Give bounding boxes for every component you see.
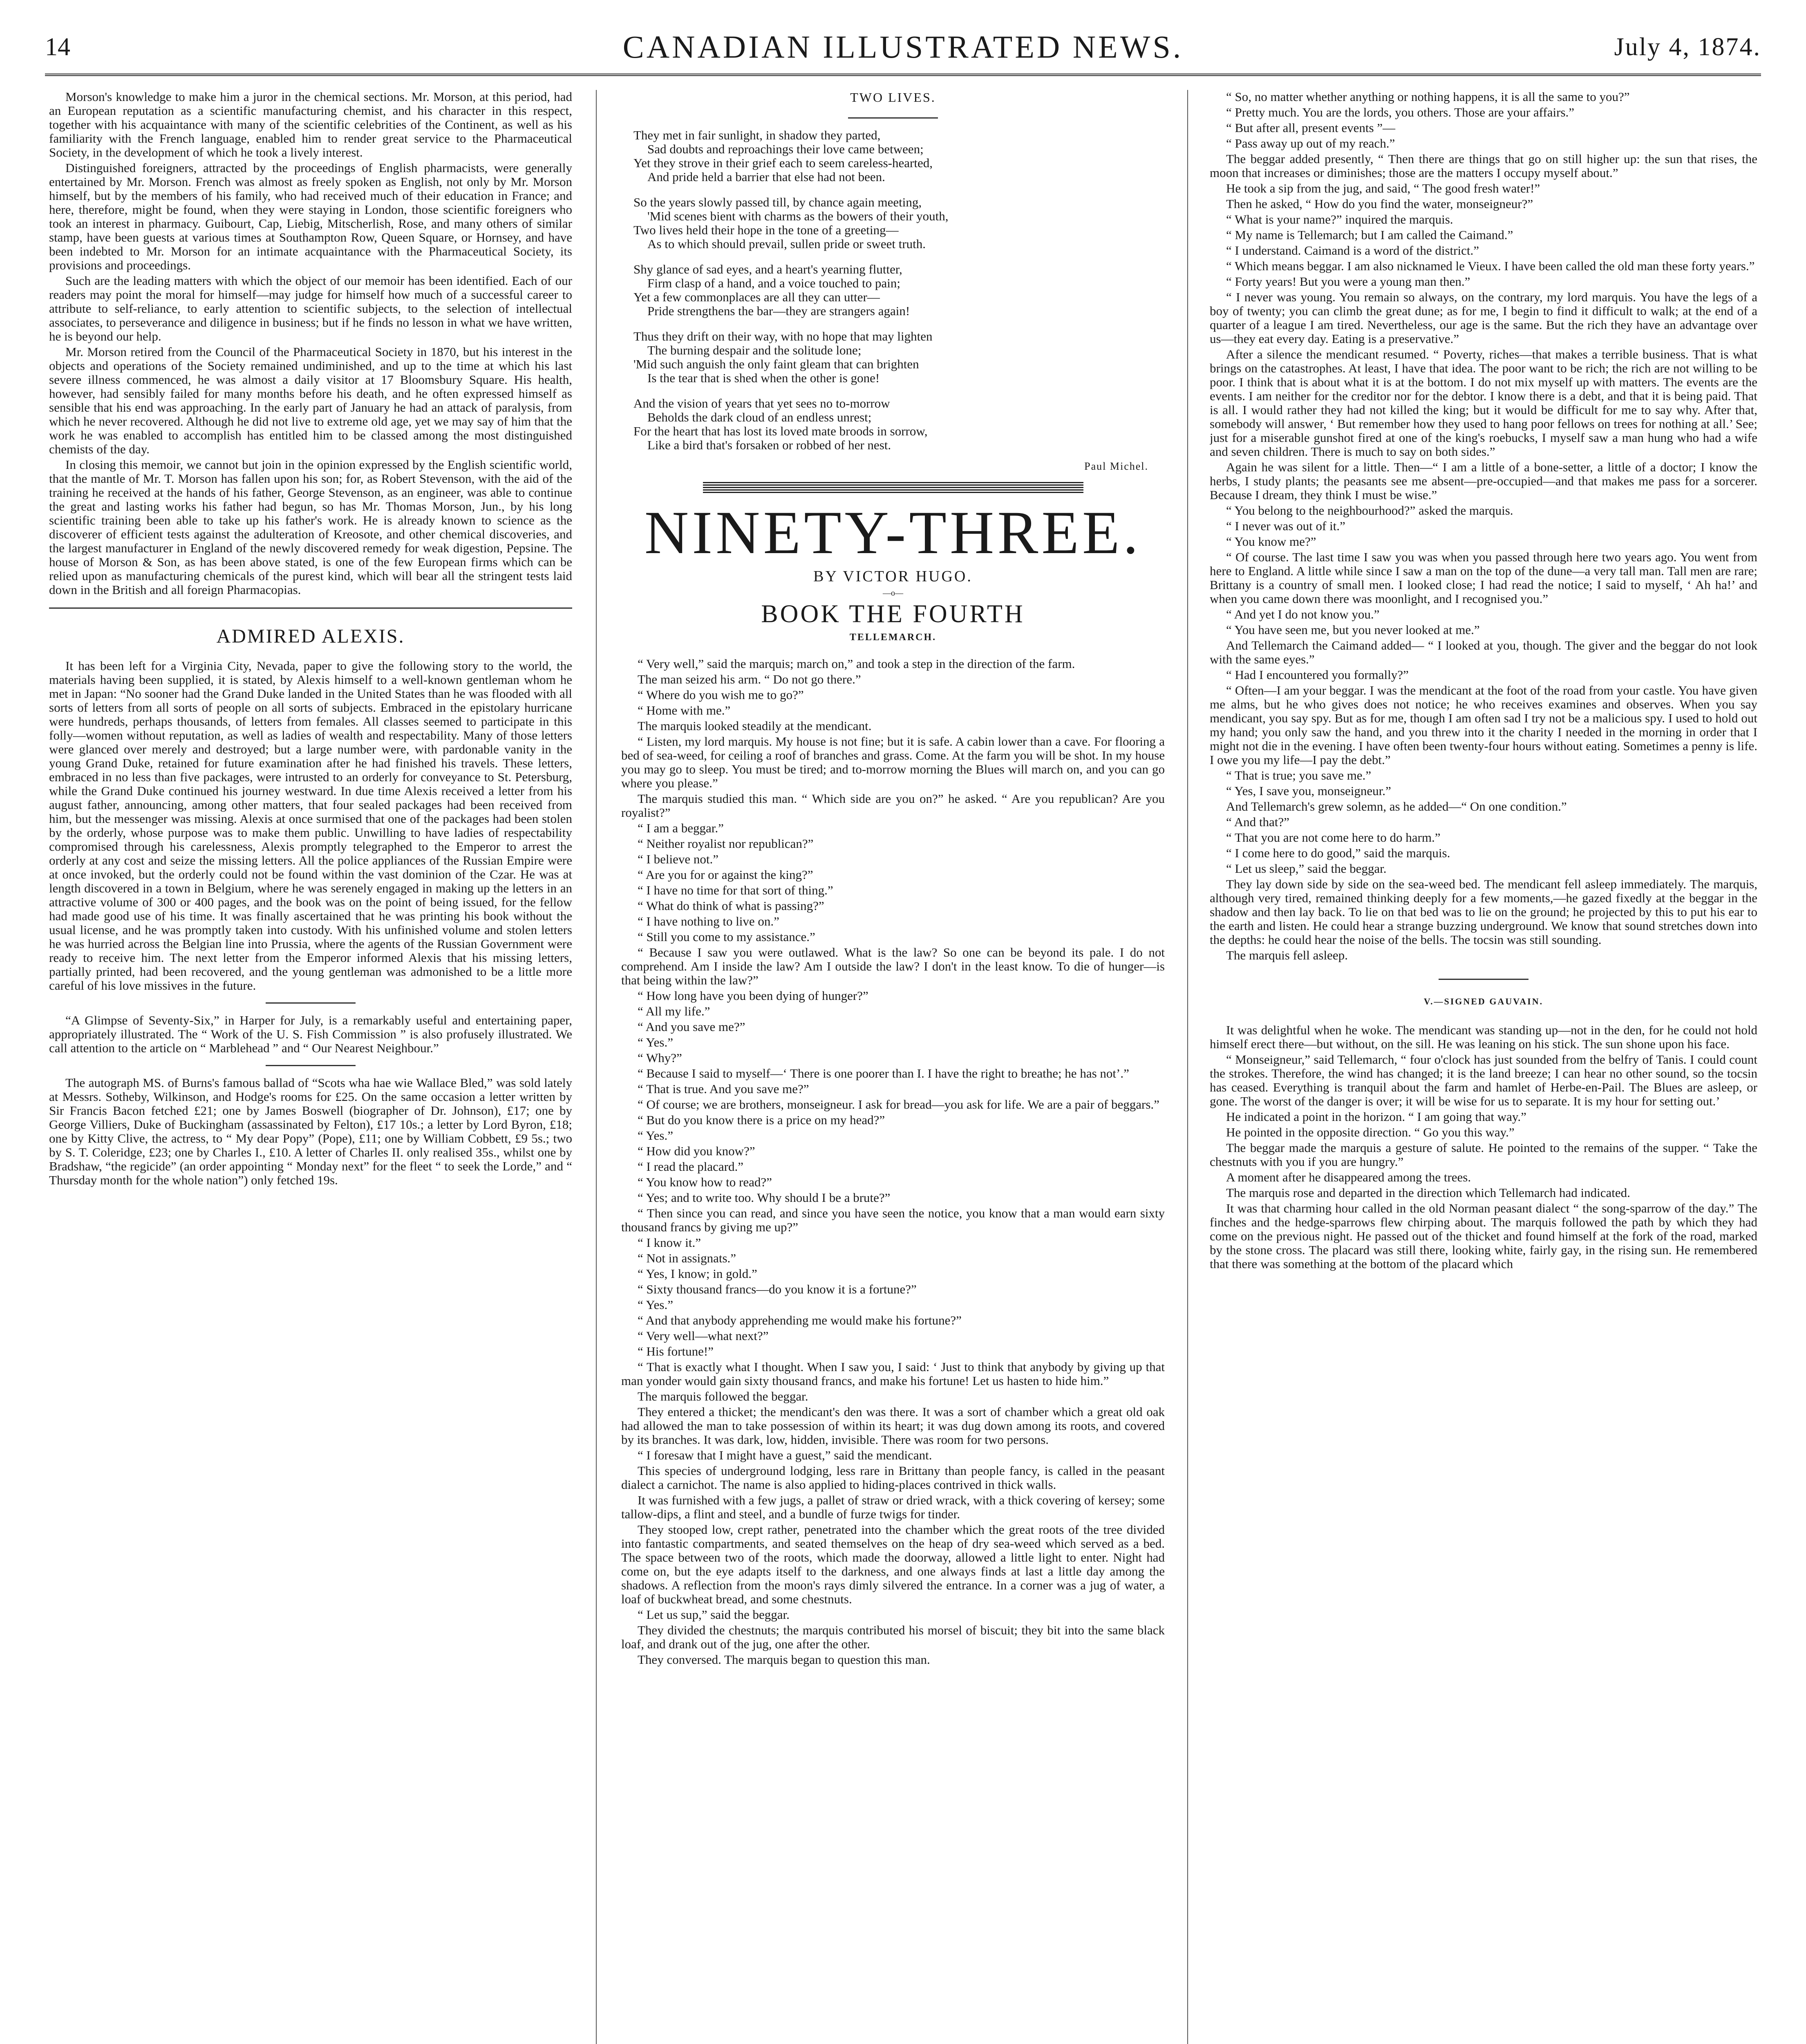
divider — [49, 607, 572, 609]
poem-line: Shy glance of sad eyes, and a heart's yearning flutter, — [633, 262, 902, 276]
poem-line: Is the tear that is shed when the other is gone! — [647, 371, 880, 385]
poem-line: Yet a few commonplaces are all they can utter— — [633, 290, 880, 304]
byline: BY VICTOR HUGO. — [813, 568, 973, 585]
poem-line: So the years slowly passed till, by chance again meeting, — [633, 195, 922, 209]
paragraph: “ Of course; we are brothers, monseigneur. I ask for bread—you ask for life. We are a pair of beggars.” — [638, 1097, 1159, 1112]
stanza — [633, 195, 1165, 251]
alexis-article — [49, 659, 572, 993]
poem-line: Beholds the dark cloud of an endless unrest; — [647, 410, 872, 424]
paragraph: “ Which means beggar. I am also nicknamed le Vieux. I have been called the old man these forty years.” — [1226, 259, 1755, 273]
poem-line: And the vision of years that yet sees no to-morrow — [633, 396, 890, 410]
paragraph: They lay down side by side on the sea-weed bed. The mendicant fell asleep immediately. The marquis, although very tired, remained thinking deeply for a few moments,—he gazed fixedly at the beggar in the shadow and then lay back. To lie on that bed was to lie on the ground; he projected by this to put his ear to the earth and listen. He could hear a strange buzzing underground. We know that sound stretches down into the depths: he could hear the noise of the bells. The tocsin was still sounding. — [1210, 877, 1757, 947]
serial-text-continued — [1210, 90, 1757, 962]
paragraph: “ Yes.” — [638, 1128, 673, 1143]
paragraph: “ I foresaw that I might have a guest,” said the mendicant. — [638, 1448, 932, 1462]
paragraph: “ Yes, I know; in gold.” — [638, 1266, 757, 1281]
chapter-heading: TELLEMARCH. — [849, 632, 937, 643]
divider — [266, 1002, 356, 1004]
harper-note: “A Glimpse of Seventy-Six,” in Harper for July, is a remarkably useful and entertaining paper, appropriately illustrated. The “ Work of the U. S. Fish Commission ” is also profusely illustrated. We call attention to the article on “ Marblehead ” and “ Our Nearest Neighbour.” — [49, 1013, 572, 1055]
poem-line: For the heart that has lost its loved mate broods in sorrow, — [633, 424, 928, 438]
paragraph: “ What do think of what is passing?” — [638, 899, 824, 913]
poem-line: Like a bird that's forsaken or robbed of her nest. — [647, 438, 891, 452]
book-heading: BOOK THE FOURTH — [761, 600, 1025, 628]
poem-line: They met in fair sunlight, in shadow they parted, — [633, 128, 881, 142]
paragraph: “ And you save me?” — [638, 1020, 745, 1034]
paragraph: “ Yes.” — [638, 1035, 673, 1049]
paragraph: “ Home with me.” — [638, 703, 731, 717]
column-divider — [596, 90, 597, 2044]
paragraph: “ Yes.” — [638, 1298, 673, 1312]
paragraph: “ Pass away up out of my reach.” — [1226, 136, 1395, 150]
paragraph: “ Yes; and to write too. Why should I be a brute?” — [638, 1190, 891, 1205]
paragraph: “ Sixty thousand francs—do you know it is a fortune?” — [638, 1282, 917, 1296]
paragraph: They stooped low, crept rather, penetrated into the chamber which the great roots of the tree divided into fantastic compartments, and seated themselves on the heap of dry sea-weed which served as a bed. The space between two of the roots, which made the doorway, allowed a little light to enter. Night had come on, but the eye adapts itself to the darkness, and one always finds at last a little day among the shadows. A reflection from the moon's rays dimly silvered the entrance. In a corner was a jug of water, a loaf of buckwheat bread, and some chestnuts. — [621, 1522, 1165, 1606]
paragraph: “ So, no matter whether anything or nothing happens, it is all the same to you?” — [1226, 90, 1630, 104]
poem-title: TWO LIVES. — [850, 90, 936, 105]
divider — [1439, 979, 1528, 980]
paragraph: The beggar added presently, “ Then there are things that go on still higher up: the sun that rises, the moon that increases or diminishes; those are the matters I occupy myself about.” — [1210, 152, 1757, 180]
paragraph: “ Because I said to myself—‘ There is one poorer than I. I have the right to breathe; he has not’.” — [638, 1066, 1129, 1080]
paragraph: “ That is true. And you save me?” — [638, 1082, 809, 1096]
stanza — [633, 128, 1165, 184]
poem-line: 'Mid such anguish the only faint gleam that can brighten — [633, 357, 919, 371]
paragraph: “ But do you know there is a price on my head?” — [638, 1113, 885, 1127]
poem-author: Paul Michel. — [1084, 460, 1148, 472]
poem-line: Sad doubts and reproachings their love came between; — [647, 142, 924, 156]
paragraph: They conversed. The marquis began to question this man. — [638, 1652, 930, 1667]
paragraph: Morson's knowledge to make him a juror in the chemical sections. Mr. Morson, at this period, had an European reputation as a scientific manufacturing chemist, and his character in this respect, together with his acquaintance with many of the scientific celebrities of the Continent, as well as his familiarity with the French language, enabled him to render great service to the Pharmaceutical Society, in the development of which he took a lively interest. — [49, 90, 572, 159]
paragraph: “ Because I saw you were outlawed. What is the law? So one can be beyond its pale. I do not comprehend. Am I inside the law? Am I outside the law? I don't in the least know. To die of hunger—is that being within the law?” — [621, 945, 1165, 987]
paragraph: “ His fortune!” — [638, 1344, 714, 1358]
paragraph: It was delightful when he woke. The mendicant was standing up—not in the den, for he could not hold himself erect there—but without, on the sill. He was leaning on his stick. The sun shone upon his face. — [1210, 1023, 1757, 1051]
subchapter-heading: V.—SIGNED GAUVAIN. — [1423, 996, 1544, 1006]
paragraph: “ Monseigneur,” said Tellemarch, “ four o'clock has just sounded from the belfry of Tanis. I could count the strokes. Therefore, the wind has changed; it is the land breeze; I can hear no other sound, so the tocsin has ceased. Everything is tranquil about the farm and hamlet of Herbe-en-Pail. The Blues are asleep, or gone. The worst of the danger is over; it will be wise for us to separate. It is my hour for setting out.’ — [1210, 1052, 1757, 1108]
column-2 — [621, 90, 1165, 2044]
paragraph: Mr. Morson retired from the Council of the Pharmaceutical Society in 1870, but his interest in the objects and operations of the Society remained undiminished, and up to the time at which his last severe illness commenced, he was almost a daily visitor at 17 Bloomsbury Square. His health, however, had sensibly failed for many months before his death, and he often expressed himself as sensible that his end was approaching. In the early part of January he had an attack of paralysis, from which he never recovered. Although he did not live to extreme old age, yet we may say of him that the work he was enabled to accomplish has entitled him to be classed among the most distinguished chemists of the day. — [49, 345, 572, 456]
paragraph: “ You know me?” — [1226, 534, 1316, 549]
paragraph: “ Listen, my lord marquis. My house is not fine; but it is safe. A cabin lower than a cave. For flooring a bed of sea-weed, for ceiling a roof of branches and grass. Come. At the farm you will be shot. In my house you may go to sleep. You must be tired; and to-morrow morning the Blues will march on, and you can go where you please.” — [621, 734, 1165, 790]
page-header — [45, 29, 1761, 76]
paragraph: “ How did you know?” — [638, 1144, 755, 1158]
paragraph: “ I have no time for that sort of thing.” — [638, 883, 833, 897]
paragraph: “ I am a beggar.” — [638, 821, 724, 835]
paragraph: “ I come here to do good,” said the marquis. — [1226, 846, 1450, 860]
paragraph: “ How long have you been dying of hunger?” — [638, 988, 868, 1003]
paragraph: It has been left for a Virginia City, Nevada, paper to give the following story to the world, the materials having been supplied, it is stated, by Alexis himself to a well-known gentleman whom he met in Japan: “No sooner had the Grand Duke landed in the United States than he was flooded with all sorts of letters from all sorts of people on all sorts of subjects. Embraced in the epistolary hurricane were hundreds, perhaps thousands, of letters from females. All classes seemed to participate in this folly—women without reputation, as well as ladies of wealth and respectability. Many of those letters were glanced over merely and destroyed; but a large number were, with pardonable vanity in the young Grand Duke, retained for future examination after he had finished his travels. These letters, embraced in no less than five packages, were intrusted to an orderly for conveyance to St. Petersburg, while the Grand Duke continued his journey westward. In due time Alexis received a letter from his august father, announcing, among other matters, that four sealed packages had been received from him, but the messenger was missing. Alexis at once surmised that one of the packages had been stolen by the orderly, whose purpose was to make them public. Unwilling to have ladies of respectability compromised through his carelessness, Alexis promptly telegraphed to the Emperor to arrest the orderly at any cost and seize the missing letters. All the police appliances of the Russian Empire were at once invoked, but the orderly could not be found within the vast dominion of the Czar. He was at length discovered in a town in Belgium, where he was serenely engaged in making up the letters in an attractive volume of 300 or 400 pages, and the book was on the point of being issued, for the fellow had made good use of his time. It was finally ascertained that he was printing his book without the usual license, and he was promptly taken into custody. With his unfinished volume and stolen letters he was hurried across the Belgian line into Prussia, where the agents of the Russian Government were ready to receive him. The next letter from the Emperor informed Alexis that his missing letters, partially printed, had been recovered, and the young gentleman was admonished to be a little more careful of his love missives in the future. — [49, 659, 572, 993]
paragraph: “ You have seen me, but you never looked at me.” — [1226, 623, 1480, 637]
paragraph: “ That you are not come here to do harm.” — [1226, 830, 1441, 845]
paragraph: “ That is exactly what I thought. When I saw you, I said: ‘ Just to think that anybody by giving up that man yonder would gain sixty thousand francs, and make his fortune! Let us hasten to hide him.” — [621, 1360, 1165, 1388]
paragraph: And Tellemarch the Caimand added— “ I looked at you, though. The giver and the beggar do not look with the same eyes.” — [1210, 638, 1757, 666]
paragraph: “ Pretty much. You are the lords, you others. Those are your affairs.” — [1226, 105, 1575, 119]
paragraph: “ But after all, present events ”— — [1226, 121, 1396, 135]
column-1 — [49, 90, 572, 2044]
column-3 — [1210, 90, 1757, 2044]
paragraph: “ Of course. The last time I saw you was when you passed through here two years ago. You went from here to England. A little while since I saw a man on the top of the dune—a very tall man. Tall men are rare; Brittany is a country of small men. I looked close; I had read the notice; I said to myself, ‘ Ah ha!’ and when you came down there was moonlight, and I recognised you.” — [1210, 550, 1757, 606]
poem-line: Pride strengthens the bar—they are strangers again! — [647, 304, 910, 318]
paragraph: It was that charming hour called in the old Norman peasant dialect “ the song-sparrow of the day.” The finches and the hedge-sparrows flew chirping about. The marquis followed the path by which they had come on the previous night. He passed out of the thicket and found himself at the fork of the road, marked by the stone cross. The placard was still there, looking white, fairly gay, in the rising sun. He remembered that there was something at the bottom of the placard which — [1210, 1201, 1757, 1271]
paragraph: After a silence the mendicant resumed. “ Poverty, riches—that makes a terrible business. That is what brings on the catastrophes. At least, I have that idea. The poor want to be rich; the rich are not willing to be poor. I think that is about what it is at the bottom. I do not mix myself up with matters. The events are the events. I am neither for the creditor nor for the debtor. I know there is a debt, and that it is being paid. That is all. I would rather they had not killed the king; but it would be difficult for me to say why. After that, somebody will answer, ‘ But remember how they used to hang poor fellows on trees for nothing at all.’ See; just for a miserable gunshot fired at one of the king's roebucks, I myself saw a man hung who had a wife and seven children. There is much to say on both sides.” — [1210, 347, 1757, 459]
paragraph: “ Yes, I save you, monseigneur.” — [1226, 784, 1391, 798]
paragraph: “ You belong to the neighbourhood?” asked the marquis. — [1226, 503, 1513, 518]
column-divider — [1187, 90, 1188, 2044]
paragraph: “ Often—I am your beggar. I was the mendicant at the foot of the road from your castle. You have given me alms, but he who gives does not notice; he who receives examines and observes. When you say mendicant, you say spy. But as for me, though I am often sad I try not be a malicious spy. I used to hold out my hand; you only saw the hand, and you threw into it the charity I needed in the morning in order that I might not die in the evening. I have often been twenty-four hours without eating. Sometimes a penny is life. I owe you my life—I pay the debt.” — [1210, 683, 1757, 767]
paragraph: “ I know it.” — [638, 1235, 701, 1250]
issue-date: July 4, 1874. — [1614, 33, 1761, 61]
divider — [266, 1065, 356, 1066]
paragraph: “ All my life.” — [638, 1004, 710, 1018]
burns-note: The autograph MS. of Burns's famous ballad of “Scots wha hae wie Wallace Bled,” was sold lately at Messrs. Sotheby, Wilkinson, and Hodge's rooms for £25. On the same occasion a letter written by Sir Francis Bacon fetched £21; one by James Boswell (biographer of Dr. Johnson), £17; one by George Villiers, Duke of Buckingham (assassinated by Felton), £17 10s.; a letter by Lord Byron, £18; one by Kitty Clive, the actress, to “ My dear Popy” (Pope), £11; one by William Cobbett, £9 5s.; two by S. T. Coleridge, £23; one by Charles I., £10. A letter of Charles II. only realised 35s., whilst one by Bradshaw, “the regicide” (an order appointing “ Monday next” for the fleet “ to seek the Lorde,” and “ Thursday month for the whole nation”) only fetched 19s. — [49, 1076, 572, 1187]
paragraph: The marquis looked steadily at the mendicant. — [638, 719, 872, 733]
paragraph: “ And yet I do not know you.” — [1226, 607, 1380, 621]
poem-line: The burning despair and the solitude lone; — [647, 343, 862, 357]
serial-text-continued — [1210, 1023, 1757, 1271]
paragraph: “ And that anybody apprehending me would make his fortune?” — [638, 1313, 962, 1327]
paragraph: “ I believe not.” — [638, 852, 718, 866]
paragraph: “ Are you for or against the king?” — [638, 867, 813, 882]
paragraph: “ I read the placard.” — [638, 1159, 744, 1174]
paragraph: “ I have nothing to live on.” — [638, 914, 779, 928]
paragraph: They divided the chestnuts; the marquis contributed his morsel of biscuit; they bit into the same black loaf, and drank out of the jug, one after the other. — [621, 1623, 1165, 1651]
paragraph: They entered a thicket; the mendicant's den was there. It was a sort of chamber which a great old oak had allowed the man to take possession of within its heart; it was dug down among its roots, and covered by its branches. It was dark, low, hidden, invisible. There was room for two persons. — [621, 1405, 1165, 1447]
paragraph: The beggar made the marquis a gesture of salute. He pointed to the remains of the supper. “ Take the chestnuts with you if you are hungry.” — [1210, 1141, 1757, 1169]
poem-line: And pride held a barrier that else had not been. — [647, 170, 885, 184]
serial-title: NINETY-THREE. — [644, 499, 1142, 567]
paragraph: “ That is true; you save me.” — [1226, 768, 1371, 782]
paragraph: “ I never was out of it.” — [1226, 519, 1345, 533]
paragraph: “ And that?” — [1226, 815, 1289, 829]
paragraph: This species of underground lodging, less rare in Brittany than people fancy, is called in the peasant dialect a carnichot. The name is also applied to hiding-places contrived in thick walls. — [621, 1464, 1165, 1492]
page-number: 14 — [45, 33, 70, 61]
alexis-title: ADMIRED ALEXIS. — [216, 625, 405, 647]
paragraph: He took a sip from the jug, and said, “ The good fresh water!” — [1226, 181, 1540, 195]
paragraph: He pointed in the opposite direction. “ Go you this way.” — [1226, 1125, 1515, 1139]
stanza — [633, 262, 1165, 318]
divider — [848, 117, 938, 119]
paragraph: “ Neither royalist nor republican?” — [638, 836, 814, 851]
paragraph: The man seized his arm. “ Do not go there.” — [638, 672, 861, 686]
paragraph: “ What is your name?” inquired the marquis. — [1226, 212, 1453, 226]
poem-line: Yet they strove in their grief each to seem careless-hearted, — [633, 156, 933, 170]
poem-line: Firm clasp of a hand, and a voice touched to pain; — [647, 276, 900, 290]
paragraph: “ Let us sleep,” said the beggar. — [1226, 861, 1387, 876]
paragraph: The marquis studied this man. “ Which side are you on?” he asked. “ Are you republican? Are you royalist?” — [621, 791, 1165, 820]
masthead: CANADIAN ILLUSTRATED NEWS. — [622, 29, 1184, 65]
poem-line: Two lives held their hope in the tone of a greeting— — [633, 223, 899, 237]
paragraph: “ I never was young. You remain so always, on the contrary, my lord marquis. You have the legs of a boy of twenty; you can climb the great dune; as for me, I begin to find it difficult to walk; at the end of a quarter of a league I am tired. Nevertheless, our age is the same. But the rich they have an advantage over us—they eat every day. Eating is a preservative.” — [1210, 290, 1757, 346]
paragraph: The marquis followed the beggar. — [638, 1389, 808, 1403]
paragraph: Again he was silent for a little. Then—“ I am a little of a bone-setter, a little of a doctor; I know the herbs, I study plants; the peasants see me absent—pre-occupied—and that makes me pass for a sorcerer. Because I dream, they think I must be wise.” — [1210, 460, 1757, 502]
stanza — [633, 329, 1165, 385]
paragraph: “ I understand. Caimand is a word of the district.” — [1226, 243, 1479, 258]
paragraph: “ Had I encountered you formally?” — [1226, 668, 1409, 682]
paragraph: The marquis fell asleep. — [1226, 948, 1348, 962]
paragraph: In closing this memoir, we cannot but join in the opinion expressed by the English scientific world, that the mantle of Mr. T. Morson has fallen upon his son; for, as Robert Stevenson, with the aid of the training he received at the hands of his father, George Stevenson, as an engineer, was able to continue the great and lasting works his father had begun, so has Mr. Thomas Morson, Jun., by his long scientific training been able to take up his father's work. He is already known to science as the discoverer of efficient tests against the adulteration of Kreosote, and other chemical discoveries, and the largest manufacturer in England of the newly discovered remedy for weak digestion, Pepsine. The house of Morson & Son, as has been above stated, is one of the few European firms which can be relied upon as manufacturing chemicals of the purest kind, which will bear all the stringent tests laid down in the British and all foreign Pharmacopias. — [49, 457, 572, 597]
paragraph: Then he asked, “ How do you find the water, monseigneur?” — [1226, 197, 1533, 211]
paragraph: “ Very well,” said the marquis; march on,” and took a step in the direction of the farm. — [638, 657, 1075, 671]
paragraph: “ Still you come to my assistance.” — [638, 930, 815, 944]
stanza — [633, 397, 1165, 452]
paragraph: Distinguished foreigners, attracted by the proceedings of English pharmacists, were generally entertained by Mr. Morson. French was almost as freely spoken as English, not only by Mr. Morson himself, but by the members of his family, who had received much of their education in France; and here, therefore, might be found, when they were staying in London, those scientific foreigners who took an interest in pharmacy. Guibourt, Cap, Liebig, Mitscherlish, Rose, and many others of similar stamp, have been guests at various times at Southampton Row, Queen Square, or Hornsey, and have been indebted to Mr. Morson for an intimate acquaintance with the Pharmaceutical Society, its provisions and proceedings. — [49, 161, 572, 272]
morson-article — [49, 90, 572, 597]
paragraph: And Tellemarch's grew solemn, as he added—“ On one condition.” — [1226, 799, 1567, 814]
paragraph: He indicated a point in the horizon. “ I am going that way.” — [1226, 1109, 1526, 1124]
paragraph: The marquis rose and departed in the direction which Tellemarch had indicated. — [1226, 1186, 1630, 1200]
paragraph: “ My name is Tellemarch; but I am called the Caimand.” — [1226, 228, 1513, 242]
divider — [703, 482, 1083, 493]
paragraph: “ Very well—what next?” — [638, 1329, 769, 1343]
paragraph: “ Let us sup,” said the beggar. — [638, 1607, 790, 1622]
poem-two-lives — [621, 128, 1165, 452]
poem-line: Thus they drift on their way, with no hope that may lighten — [633, 329, 933, 343]
paragraph: Such are the leading matters with which the object of our memoir has been identified. Each of our readers may point the moral for himself—may judge for himself how much of a successful career to attribute to self-reliance, to early attention to scientific subjects, to the selection of intellectual associates, to perseverance and diligence in business; but if he finds no lesson in what we have written, he is beyond our help. — [49, 273, 572, 343]
poem-line: 'Mid scenes bient with charms as the bowers of their youth, — [647, 209, 949, 223]
paragraph: “ You know how to read?” — [638, 1175, 772, 1189]
paragraph: It was furnished with a few jugs, a pallet of straw or dried wrack, with a thick covering of kersey; some tallow-dips, a flint and steel, and a bundle of furze twigs for tinder. — [621, 1493, 1165, 1521]
paragraph: “ Why?” — [638, 1051, 682, 1065]
serial-text — [621, 657, 1165, 1667]
paragraph: “ Not in assignats.” — [638, 1251, 736, 1265]
poem-line: As to which should prevail, sullen pride or sweet truth. — [647, 237, 926, 251]
paragraph: “ Where do you wish me to go?” — [638, 688, 804, 702]
paragraph: “ Then since you can read, and since you have seen the notice, you know that a man would earn sixty thousand francs by giving me up?” — [621, 1206, 1165, 1234]
paragraph: “ Forty years! But you were a young man then.” — [1226, 274, 1470, 289]
ornament: —o— — [883, 589, 903, 598]
paragraph: A moment after he disappeared among the trees. — [1226, 1170, 1471, 1184]
